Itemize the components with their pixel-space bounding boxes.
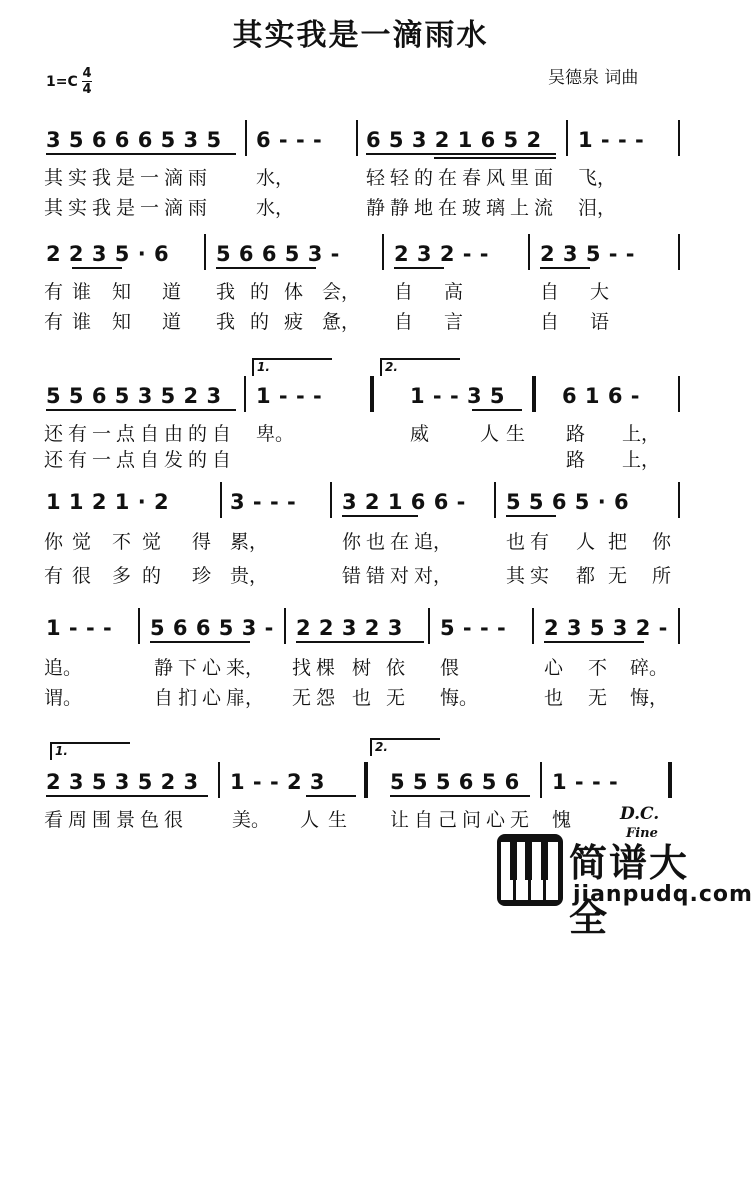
lyric: 一 bbox=[92, 423, 112, 445]
lyric: 对， bbox=[414, 565, 453, 587]
barline bbox=[382, 234, 384, 270]
barline bbox=[678, 376, 680, 412]
measure: 2 2 3 5 · 6 bbox=[46, 242, 170, 266]
lyric: 我 bbox=[216, 281, 236, 303]
lyric: 无 bbox=[608, 565, 628, 587]
lyric: 无 bbox=[292, 687, 312, 709]
lyric: 玻 bbox=[462, 197, 482, 219]
lyric: 心 bbox=[544, 657, 564, 679]
time-sig-top: 4 bbox=[82, 66, 92, 81]
lyric: 问 bbox=[462, 809, 482, 831]
lyric: 轻 bbox=[390, 167, 410, 189]
lyric: 知 bbox=[112, 311, 132, 333]
lyric: 心 bbox=[202, 687, 222, 709]
lyric: 静 bbox=[390, 197, 410, 219]
lyric: 也 bbox=[352, 687, 372, 709]
lyric: 自 bbox=[540, 311, 560, 333]
lyric: 谁 bbox=[72, 311, 92, 333]
lyric: 实 bbox=[68, 167, 88, 189]
barline bbox=[220, 482, 222, 518]
lyric: 自 bbox=[212, 449, 232, 471]
lyric: 来， bbox=[226, 657, 265, 679]
lyric: 围 bbox=[92, 809, 112, 831]
lyric: 语 bbox=[590, 311, 610, 333]
lyric: 也 bbox=[366, 531, 386, 553]
lyric: 会， bbox=[322, 281, 361, 303]
lyric: 得 bbox=[192, 531, 212, 553]
lyric: 不 bbox=[112, 531, 132, 553]
lyric: 碎。 bbox=[630, 657, 669, 679]
lyric: 景 bbox=[116, 809, 136, 831]
measure: 3 - - - bbox=[230, 490, 297, 514]
lyric: 扪 bbox=[178, 687, 198, 709]
measure: 2 3 5 3 5 2 3 bbox=[46, 770, 199, 794]
lyric: 上 bbox=[510, 197, 530, 219]
lyric: 色 bbox=[140, 809, 160, 831]
lyric: 自 bbox=[212, 423, 232, 445]
lyric: 自 bbox=[394, 311, 414, 333]
lyric: 谁 bbox=[72, 281, 92, 303]
lyric: 水， bbox=[256, 167, 295, 189]
lyric: 路 bbox=[566, 449, 586, 471]
measure: 1 - - 3 5 bbox=[410, 384, 506, 408]
lyric: 有 bbox=[44, 281, 64, 303]
lyric: 人 bbox=[480, 423, 500, 445]
measure: 5 5 6 5 3 5 2 3 bbox=[46, 384, 222, 408]
lyric: 有 bbox=[44, 565, 64, 587]
lyric: 其 bbox=[44, 167, 64, 189]
measure: 1 - - - bbox=[46, 616, 113, 640]
time-signature bbox=[82, 66, 92, 97]
lyric: 有 bbox=[530, 531, 550, 553]
barline bbox=[138, 608, 140, 644]
measure: 1 1 2 1 · 2 bbox=[46, 490, 170, 514]
notation-row bbox=[44, 380, 680, 414]
lyric: 自 bbox=[414, 809, 434, 831]
lyric: 人 bbox=[300, 809, 320, 831]
lyric: 静 bbox=[366, 197, 386, 219]
measure: 2 3 5 3 2 - bbox=[544, 616, 668, 640]
lyric: 累， bbox=[230, 531, 269, 553]
final-barline bbox=[668, 762, 672, 798]
lyric: 里 bbox=[510, 167, 530, 189]
measure: 3 2 1 6 6 - bbox=[342, 490, 466, 514]
lyric: 由 bbox=[164, 423, 184, 445]
lyric: 偎 bbox=[440, 657, 460, 679]
lyric: 的 bbox=[250, 281, 270, 303]
lyric: 很 bbox=[72, 565, 92, 587]
measure: 6 1 6 - bbox=[562, 384, 640, 408]
author-credit: 吴德泉 词曲 bbox=[548, 68, 639, 88]
lyric: 看 bbox=[44, 809, 64, 831]
volta-first: 1. bbox=[252, 358, 332, 376]
lyric: 也 bbox=[544, 687, 564, 709]
lyric: 体 bbox=[284, 281, 304, 303]
barline bbox=[678, 120, 680, 156]
lyric: 也 bbox=[506, 531, 526, 553]
lyric: 都 bbox=[576, 565, 596, 587]
lyric: 一 bbox=[140, 197, 160, 219]
lyric: 疲 bbox=[284, 311, 304, 333]
lyric: 有 bbox=[44, 311, 64, 333]
lyric: 美。 bbox=[232, 809, 271, 831]
lyric: 无 bbox=[588, 687, 608, 709]
lyric: 威 bbox=[410, 423, 430, 445]
lyric: 我 bbox=[216, 311, 236, 333]
lyric: 怨 bbox=[316, 687, 336, 709]
lyric: 上， bbox=[622, 423, 661, 445]
lyric: 点 bbox=[116, 423, 136, 445]
notation-row bbox=[44, 486, 680, 520]
lyric: 流 bbox=[534, 197, 554, 219]
lyric: 上， bbox=[622, 449, 661, 471]
lyric: 还 bbox=[44, 423, 64, 445]
lyric: 树 bbox=[352, 657, 372, 679]
lyric: 觉 bbox=[72, 531, 92, 553]
barline bbox=[356, 120, 358, 156]
measure: 6 - - - bbox=[256, 128, 323, 152]
lyric: 自 bbox=[140, 423, 160, 445]
notation-row bbox=[44, 766, 680, 800]
lyric: 让 bbox=[390, 809, 410, 831]
lyric: 谓。 bbox=[44, 687, 83, 709]
lyric: 大 bbox=[590, 281, 610, 303]
lyric: 对 bbox=[390, 565, 410, 587]
lyric: 棵 bbox=[316, 657, 336, 679]
lyric: 的 bbox=[188, 423, 208, 445]
lyric: 自 bbox=[154, 687, 174, 709]
lyric: 无 bbox=[510, 809, 530, 831]
lyric: 知 bbox=[112, 281, 132, 303]
measure: 2 3 2 - - bbox=[394, 242, 490, 266]
lyric: 还 bbox=[44, 449, 64, 471]
lyric: 在 bbox=[390, 531, 410, 553]
da-capo-mark: D.C. bbox=[620, 804, 660, 824]
lyric: 的 bbox=[414, 167, 434, 189]
lyric: 自 bbox=[140, 449, 160, 471]
lyric: 水， bbox=[256, 197, 295, 219]
notation-row bbox=[44, 238, 680, 272]
lyric: 璃 bbox=[486, 197, 506, 219]
measure: 6 5 3 2 1 6 5 2 bbox=[366, 128, 542, 152]
measure: 5 - - - bbox=[440, 616, 507, 640]
lyric: 滴 bbox=[164, 197, 184, 219]
lyric: 实 bbox=[68, 197, 88, 219]
fine-mark: Fine bbox=[626, 826, 658, 841]
lyric: 追， bbox=[414, 531, 453, 553]
lyric: 自 bbox=[394, 281, 414, 303]
barline bbox=[528, 234, 530, 270]
lyric: 实 bbox=[530, 565, 550, 587]
lyric: 泪， bbox=[578, 197, 617, 219]
lyric: 生 bbox=[328, 809, 348, 831]
lyric: 道 bbox=[162, 281, 182, 303]
lyric: 一 bbox=[140, 167, 160, 189]
lyric: 悔， bbox=[630, 687, 669, 709]
lyric: 春 bbox=[462, 167, 482, 189]
lyric: 生 bbox=[506, 423, 526, 445]
lyric: 人 bbox=[576, 531, 596, 553]
lyric: 言 bbox=[444, 311, 464, 333]
measure: 2 2 3 2 3 bbox=[296, 616, 403, 640]
logo-url: jianpudq.com bbox=[573, 882, 753, 907]
barline bbox=[678, 234, 680, 270]
lyric: 你 bbox=[342, 531, 362, 553]
lyric: 路 bbox=[566, 423, 586, 445]
volta-second: 2. bbox=[370, 738, 440, 756]
measure: 1 - - - bbox=[552, 770, 619, 794]
lyric: 风 bbox=[486, 167, 506, 189]
barline bbox=[330, 482, 332, 518]
measure: 1 - - 2 3 bbox=[230, 770, 326, 794]
lyric: 我 bbox=[92, 197, 112, 219]
lyric: 把 bbox=[608, 531, 628, 553]
lyric: 贵， bbox=[230, 565, 269, 587]
lyric: 面 bbox=[534, 167, 554, 189]
logo-name: 简谱大全 bbox=[569, 841, 690, 940]
lyric: 多 bbox=[112, 565, 132, 587]
lyric: 在 bbox=[438, 197, 458, 219]
volta-second: 2. bbox=[380, 358, 460, 376]
barline bbox=[494, 482, 496, 518]
barline bbox=[678, 608, 680, 644]
time-sig-bottom: 4 bbox=[82, 82, 92, 97]
repeat-end-barline bbox=[364, 762, 368, 798]
barline bbox=[204, 234, 206, 270]
lyric: 其 bbox=[506, 565, 526, 587]
lyric: 很 bbox=[164, 809, 184, 831]
barline bbox=[244, 376, 246, 412]
barline bbox=[245, 120, 247, 156]
lyric: 找 bbox=[292, 657, 312, 679]
lyric: 高 bbox=[444, 281, 464, 303]
lyric: 惫， bbox=[322, 311, 361, 333]
lyric: 自 bbox=[540, 281, 560, 303]
lyric: 卑。 bbox=[256, 423, 295, 445]
lyric: 悔。 bbox=[440, 687, 479, 709]
lyric: 其 bbox=[44, 197, 64, 219]
lyric: 我 bbox=[92, 167, 112, 189]
song-title: 其实我是一滴雨水 bbox=[232, 18, 489, 53]
barline bbox=[566, 120, 568, 156]
lyric: 雨 bbox=[188, 197, 208, 219]
measure: 3 5 6 6 6 5 3 5 bbox=[46, 128, 222, 152]
lyric: 道 bbox=[162, 311, 182, 333]
lyric: 下 bbox=[178, 657, 198, 679]
lyric: 珍 bbox=[192, 565, 212, 587]
barline bbox=[532, 608, 534, 644]
lyric: 的 bbox=[250, 311, 270, 333]
barline bbox=[428, 608, 430, 644]
measure: 1 - - - bbox=[578, 128, 645, 152]
measure: 5 6 6 5 3 - bbox=[150, 616, 274, 640]
lyric: 是 bbox=[116, 167, 136, 189]
lyric: 扉， bbox=[226, 687, 265, 709]
lyric: 点 bbox=[116, 449, 136, 471]
lyric: 你 bbox=[652, 531, 672, 553]
repeat-end-barline bbox=[370, 376, 374, 412]
lyric: 周 bbox=[68, 809, 88, 831]
lyric: 无 bbox=[386, 687, 406, 709]
lyric: 心 bbox=[202, 657, 222, 679]
lyric: 觉 bbox=[142, 531, 162, 553]
lyric: 是 bbox=[116, 197, 136, 219]
key-signature: 1=C bbox=[46, 74, 78, 90]
lyric: 有 bbox=[68, 449, 88, 471]
lyric: 飞， bbox=[578, 167, 617, 189]
lyric: 依 bbox=[386, 657, 406, 679]
barline bbox=[678, 482, 680, 518]
measure: 5 5 5 6 5 6 bbox=[390, 770, 520, 794]
lyric: 己 bbox=[438, 809, 458, 831]
volta-first: 1. bbox=[50, 742, 130, 760]
measure: 2 3 5 - - bbox=[540, 242, 636, 266]
lyric: 心 bbox=[486, 809, 506, 831]
lyric: 的 bbox=[142, 565, 162, 587]
barline bbox=[218, 762, 220, 798]
site-logo bbox=[497, 826, 753, 940]
lyric: 追。 bbox=[44, 657, 83, 679]
notation-row bbox=[44, 612, 680, 646]
lyric: 不 bbox=[588, 657, 608, 679]
lyric: 错 bbox=[366, 565, 386, 587]
lyric: 发 bbox=[164, 449, 184, 471]
lyric: 在 bbox=[438, 167, 458, 189]
lyric: 愧 bbox=[552, 809, 572, 831]
lyric: 轻 bbox=[366, 167, 386, 189]
piano-icon bbox=[497, 834, 563, 906]
lyric: 的 bbox=[188, 449, 208, 471]
lyric: 静 bbox=[154, 657, 174, 679]
repeat-start-barline bbox=[532, 376, 536, 412]
lyric: 有 bbox=[68, 423, 88, 445]
lyric: 滴 bbox=[164, 167, 184, 189]
measure: 5 5 6 5 · 6 bbox=[506, 490, 630, 514]
lyric: 地 bbox=[414, 197, 434, 219]
lyric: 雨 bbox=[188, 167, 208, 189]
lyric: 所 bbox=[652, 565, 672, 587]
measure: 5 6 6 5 3 - bbox=[216, 242, 340, 266]
lyric: 一 bbox=[92, 449, 112, 471]
measure: 1 - - - bbox=[256, 384, 323, 408]
lyric: 你 bbox=[44, 531, 64, 553]
notation-row bbox=[44, 124, 680, 158]
barline bbox=[284, 608, 286, 644]
lyric: 错 bbox=[342, 565, 362, 587]
lyric-line-1 bbox=[44, 805, 572, 1201]
barline bbox=[540, 762, 542, 798]
